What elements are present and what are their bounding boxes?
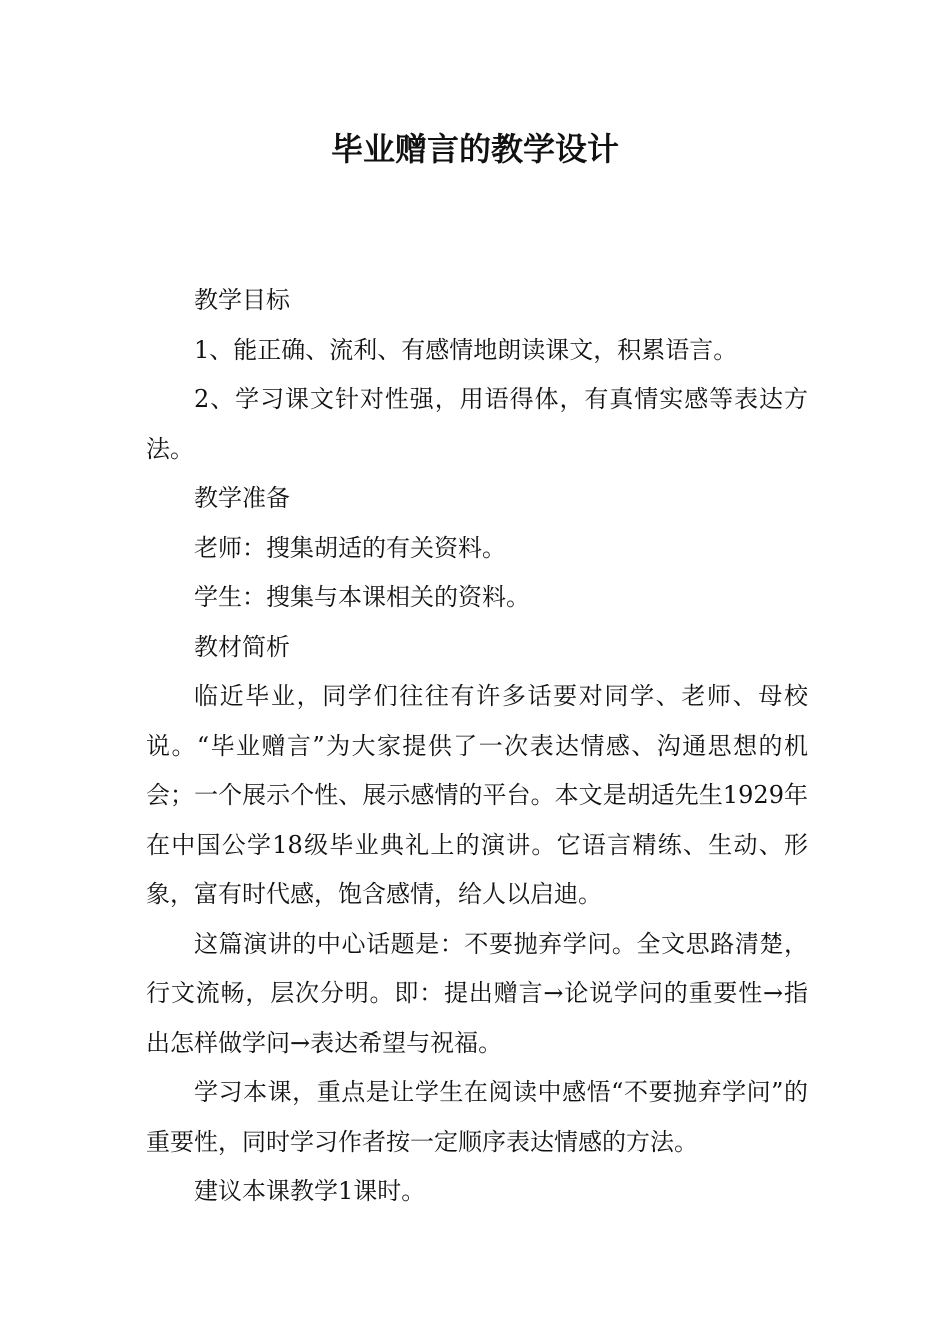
objective-item-1: 1、能正确、流利、有感情地朗读课文，积累语言。 [194, 335, 738, 364]
section-heading-preparation: 教学准备 [194, 484, 290, 512]
analysis-paragraph-4: 建议本课教学1课时。 [194, 1177, 426, 1205]
preparation-teacher: 老师：搜集胡适的有关资料。 [194, 533, 506, 562]
objective-item-2: 2、学习课文针对性强，用语得体，有真情实感等表达方法。 [146, 385, 808, 463]
document-title: 毕业赠言的教学设计 [330, 130, 619, 168]
document-body [146, 276, 808, 1217]
analysis-paragraph-3: 学习本课，重点是让学生在阅读中感悟“不要抛弃学问”的重要性，同时学习作者按一定顺序表达情感的方法。 [146, 1078, 808, 1156]
section-heading-objectives: 教学目标 [194, 286, 290, 314]
analysis-paragraph-1: 临近毕业，同学们往往有许多话要对同学、老师、母校说。“毕业赠言”为大家提供了一次表达情感、沟通思想的机会；一个展示个性、展示感情的平台。本文是胡适先生1929年在中国公学18级毕业典礼上的演讲。它语言精练、生动、形象，富有时代感，饱含感情，给人以启迪。 [146, 682, 808, 908]
analysis-paragraph-2: 这篇演讲的中心话题是：不要抛弃学问。全文思路清楚，行文流畅，层次分明。即：提出赠言→论说学问的重要性→指出怎样做学问→表达希望与祝福。 [146, 929, 808, 1057]
section-heading-analysis: 教材简析 [194, 632, 290, 661]
preparation-student: 学生：搜集与本课相关的资料。 [194, 583, 530, 611]
